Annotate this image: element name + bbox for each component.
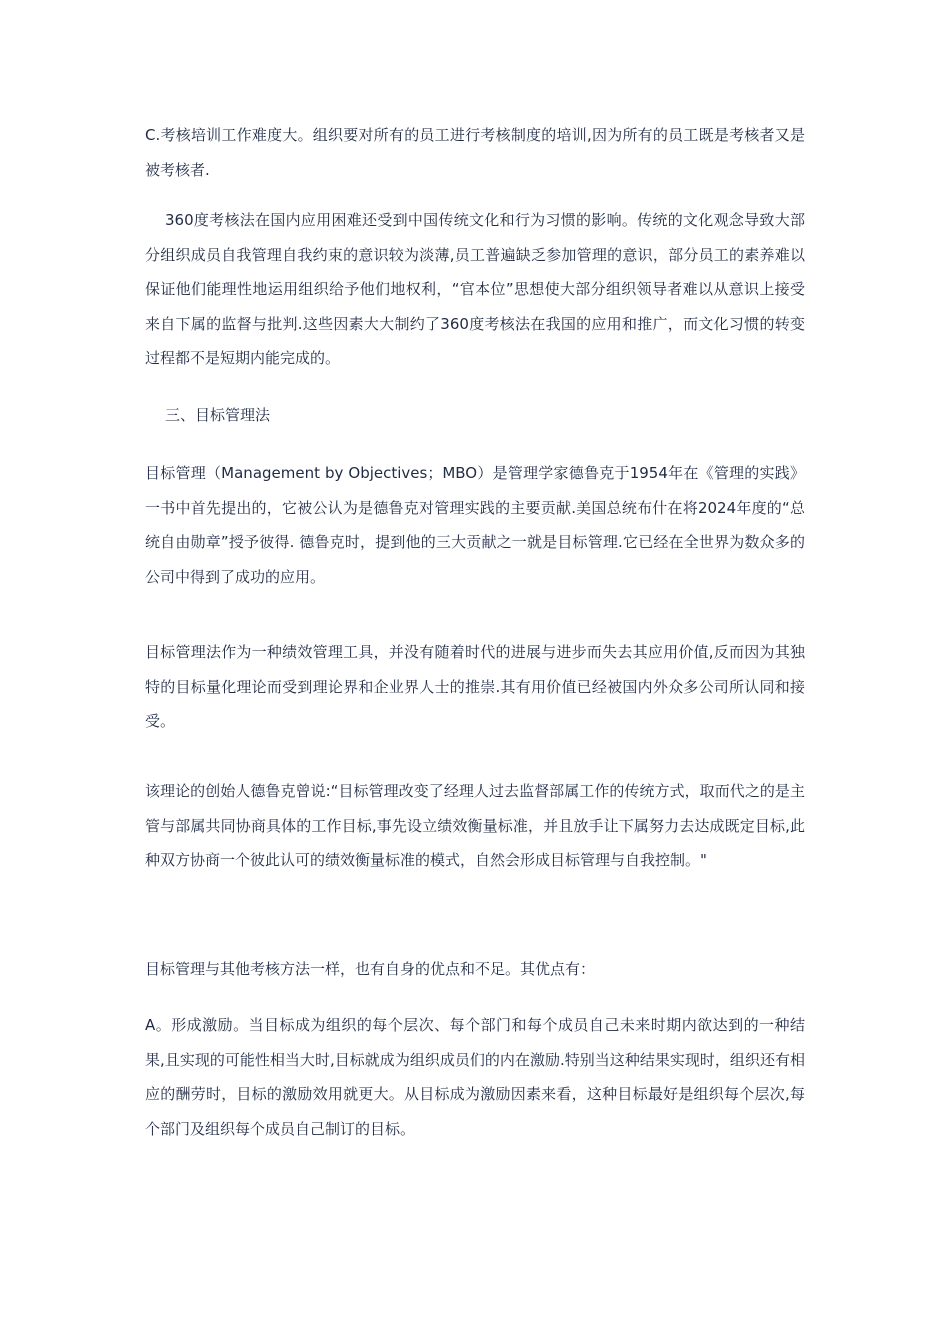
paragraph-drucker-quote: 该理论的创始人德鲁克曾说:“目标管理改变了经理人过去监督部属工作的传统方式，取而代之的是主管与部属共同协商具体的工作目标,事先设立绩效衡量标准，并且放手让下属努力去达成既定目标,此种双方协商一个彼此认可的绩效衡量标准的模式，自然会形成目标管理与自我控制。" — [145, 782, 805, 869]
section-heading-mbo: 三、目标管理法 — [165, 406, 271, 424]
paragraph-mbo-origin: 目标管理（Management by Objectives；MBO）是管理学家德鲁克于1954年在《管理的实践》一书中首先提出的，它被公认为是德鲁克对管理实践的主要贡献.美国总统布什在将2024年度的“总统自由勋章”授予彼得. 德鲁克时，提到他的三大贡献之一就是目标管理.它已经在全世界为数众多的公司中得到了成功的应用。 — [145, 464, 805, 586]
paragraph-assessment-training-difficulty: C.考核培训工作难度大。组织要对所有的员工进行考核制度的培训,因为所有的员工既是考核者又是被考核者. — [145, 126, 805, 179]
paragraph-mbo-motivation: A。形成激励。当目标成为组织的每个层次、每个部门和每个成员自己未来时期内欲达到的一种结果,且实现的可能性相当大时,目标就成为组织成员们的内在激励.特别当这种结果实现时，组织还有相应的酬劳时，目标的激励效用就更大。从目标成为激励因素来看，这种目标最好是组织每个层次,每个部门及组织每个成员自己制订的目标。 — [145, 1016, 805, 1138]
paragraph-mbo-pros-intro: 目标管理与其他考核方法一样，也有自身的优点和不足。其优点有： — [145, 960, 596, 978]
paragraph-360-cultural-barriers: 360度考核法在国内应用困难还受到中国传统文化和行为习惯的影响。传统的文化观念导致大部分组织成员自我管理自我约束的意识较为淡薄,员工普遍缺乏参加管理的意识，部分员工的素养难以保证他们能理性地运用组织给予他们地权利，“官本位”思想使大部分组织领导者难以从意识上接受来自下属的监督与批判.这些因素大大制约了360度考核法在我国的应用和推广，而文化习惯的转变过程都不是短期内能完成的。 — [145, 211, 805, 367]
paragraph-mbo-value: 目标管理法作为一种绩效管理工具，并没有随着时代的进展与进步而失去其应用价值,反而因为其独特的目标量化理论而受到理论界和企业界人士的推崇.其有用价值已经被国内外众多公司所认同和接受。 — [145, 643, 805, 730]
